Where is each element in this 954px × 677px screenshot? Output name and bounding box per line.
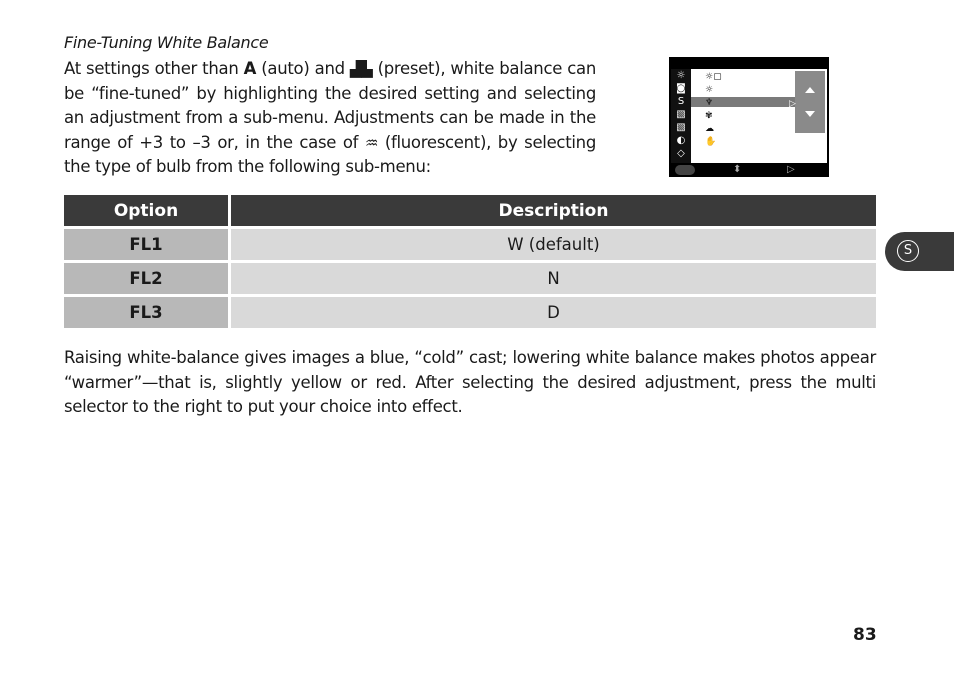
description-cell: N xyxy=(231,260,876,294)
table-row xyxy=(64,226,876,260)
section-tab xyxy=(885,232,954,271)
daylight-icon: ☼ xyxy=(705,85,714,95)
sun-icon: ☼ xyxy=(676,70,686,81)
description-cell: W (default) xyxy=(231,226,876,260)
diamond-icon: ◇ xyxy=(677,148,685,159)
camera-menu-sidebar xyxy=(671,69,691,163)
column-header-description: Description xyxy=(231,195,876,226)
flash-icon: ✾ xyxy=(705,111,713,121)
camera-menu-footer xyxy=(669,163,829,177)
option-cell: FL3 xyxy=(64,294,231,328)
intro-text-4: (fluorescent), by selecting the type of bulb from the following sub-menu: xyxy=(64,132,596,176)
body-paragraph: Raising white-balance gives images a blue, “cold” cast; lowering white balance makes photos appear “warmer”—that is, slightly yellow or red. After selecting the desired adjustment, press the multi selector to the right to put your choice into effect. xyxy=(64,348,876,416)
incandescent-icon: ♆ xyxy=(705,98,714,108)
camera-menu-body xyxy=(671,69,827,163)
section-heading: Fine-Tuning White Balance xyxy=(64,33,269,52)
pattern-icon: ▧ xyxy=(676,122,686,133)
arrow-right-icon: ▷ xyxy=(789,99,796,109)
preset-icon: ▟▙ xyxy=(349,60,373,78)
adjust-panel xyxy=(789,71,825,133)
table-row xyxy=(64,294,876,328)
up-down-arrows-icon: ⬍ xyxy=(733,164,742,175)
arrow-down-icon xyxy=(805,111,815,117)
description-cell: D xyxy=(231,294,876,328)
pattern-icon: ▧ xyxy=(676,109,686,120)
cloudy-icon: ☁ xyxy=(705,124,714,134)
option-cell: FL2 xyxy=(64,260,231,294)
camera-menu-screenshot xyxy=(669,57,829,177)
preset-icon: ☼▢ xyxy=(705,72,722,82)
shooting-menu-icon: S xyxy=(897,240,919,262)
fluorescent-icon: ♒ xyxy=(364,133,379,152)
arrow-right-icon: ▷ xyxy=(787,164,795,175)
page-number: 83 xyxy=(853,625,877,645)
table-row xyxy=(64,260,876,294)
hand-icon: ✋ xyxy=(705,137,717,147)
contrast-icon: ◐ xyxy=(676,135,686,146)
table-header-row xyxy=(64,195,876,226)
intro-text-3: (preset), white balance can be “fine-tuned” by highlighting the desired setting and selecting an adjustment from a sub-menu. Adjustments can be made in the range of +3 to –3 or, in the case of xyxy=(64,59,596,152)
auto-symbol: A xyxy=(243,59,257,78)
column-header-option: Option xyxy=(64,195,231,226)
intro-text-1: At settings other than xyxy=(64,59,244,78)
option-cell: FL1 xyxy=(64,226,231,260)
camera-mode-icon: ◙ xyxy=(676,83,686,94)
setup-icon: S xyxy=(677,96,685,107)
arrow-up-icon xyxy=(805,87,815,93)
camera-menu-items xyxy=(705,71,722,149)
intro-text-2: (auto) and xyxy=(256,59,350,78)
fluorescent-options-table xyxy=(64,195,876,328)
intro-paragraph xyxy=(64,57,596,180)
menu-button-icon xyxy=(675,165,695,175)
